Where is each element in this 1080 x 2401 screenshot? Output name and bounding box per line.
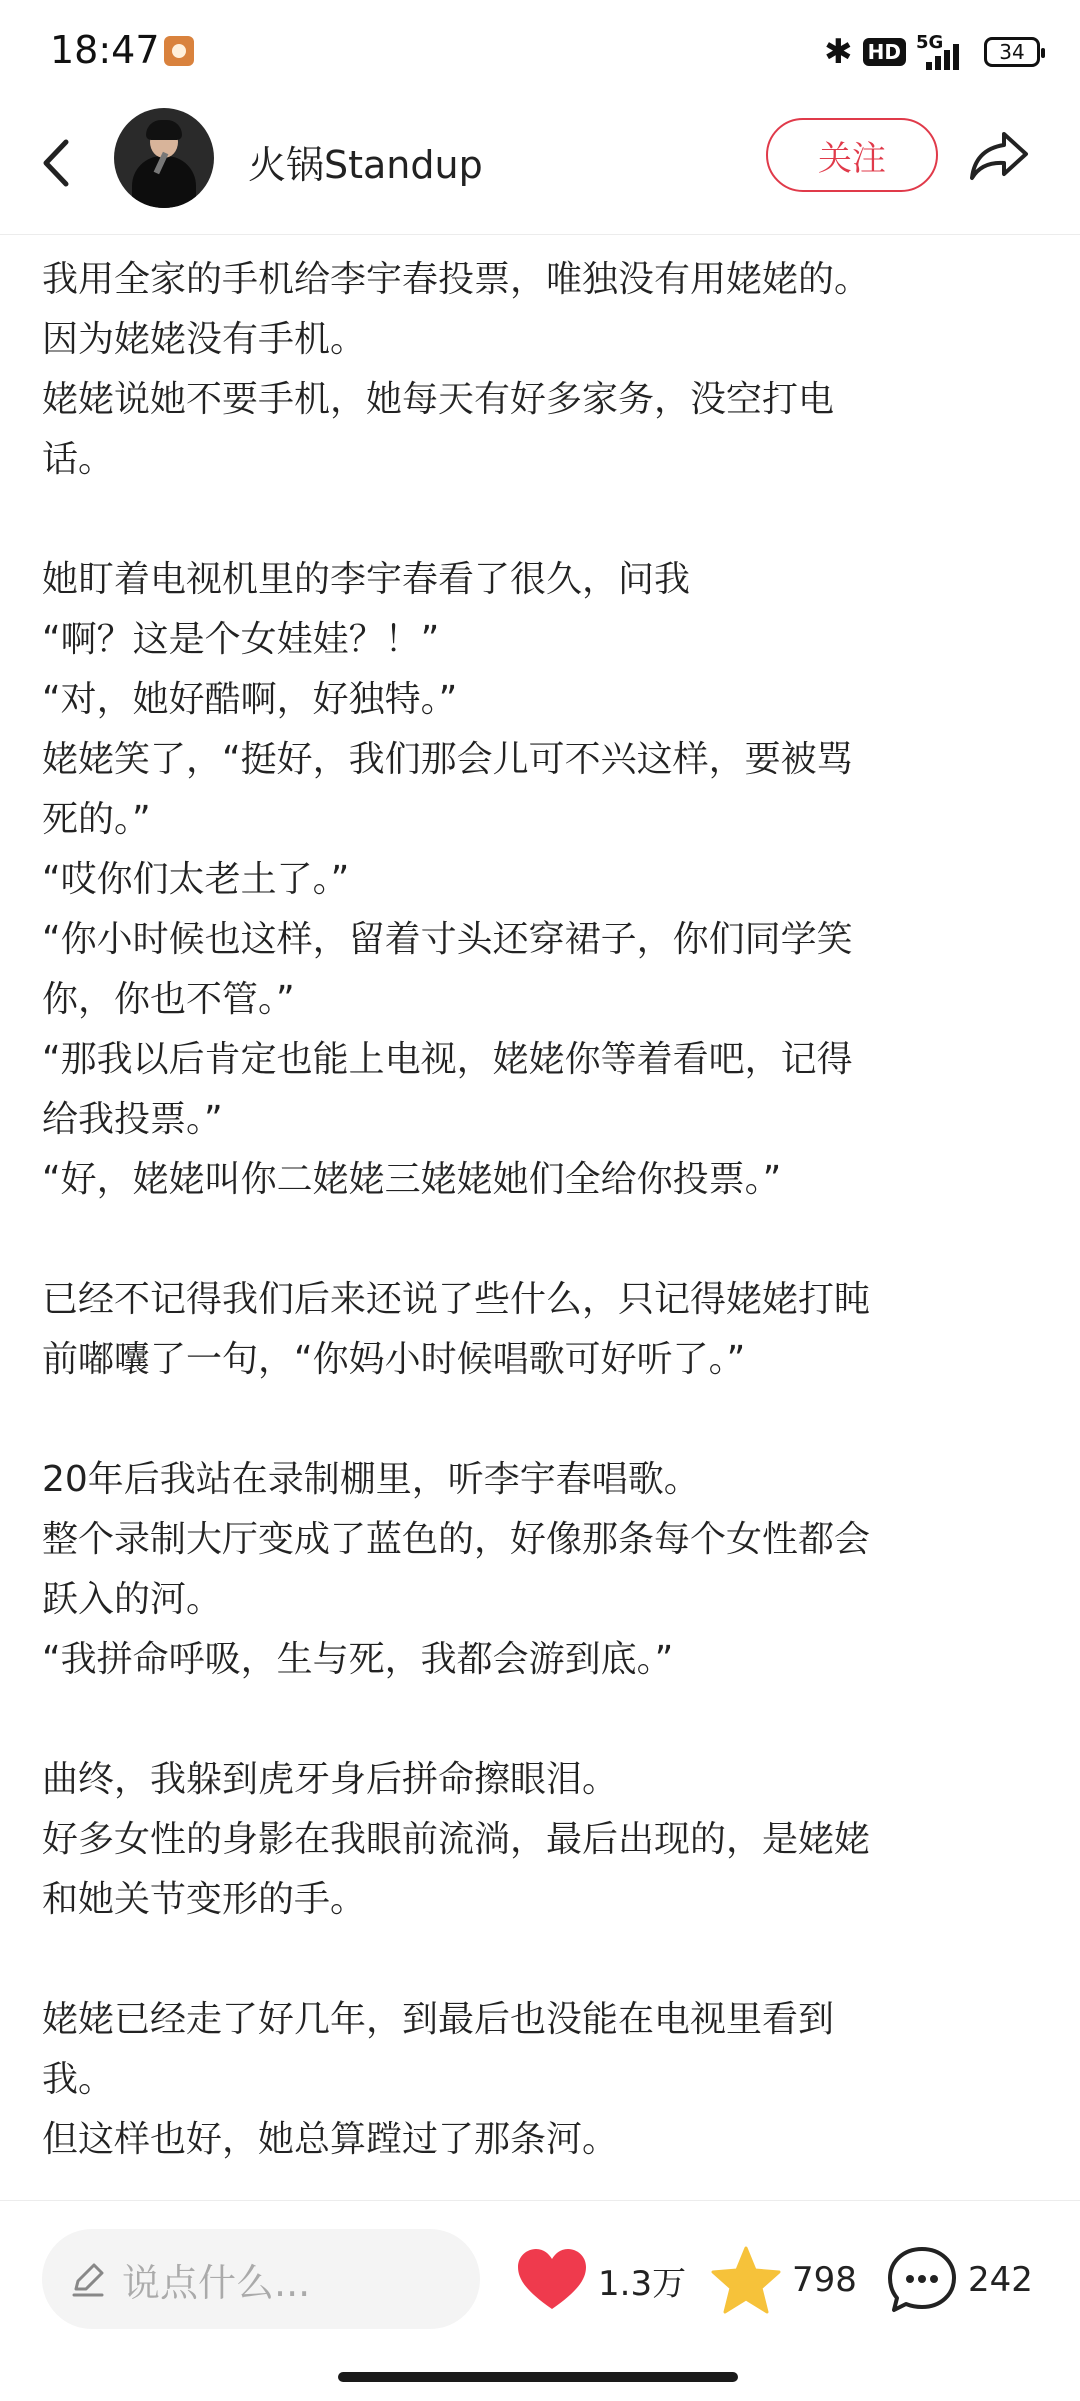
share-icon[interactable] <box>966 122 1032 188</box>
post-header <box>0 100 1080 235</box>
comment-placeholder: 说点什么... <box>122 2260 311 2305</box>
battery-level: 34 <box>999 40 1025 64</box>
paragraph: 姥姥说她不要手机，她每天有好多家务，没空打电 话。 <box>42 379 835 480</box>
paragraph: “那我以后肯定也能上电视，姥姥你等着看吧，记得 给我投票。” <box>42 1039 853 1140</box>
avatar[interactable] <box>114 108 214 208</box>
star-icon <box>710 2245 782 2315</box>
bottom-action-bar <box>0 2200 1080 2401</box>
post-content <box>42 250 1042 2170</box>
paragraph: 已经不记得我们后来还说了些什么，只记得姥姥打盹 前嘟囔了一句，“你妈小时候唱歌可好听了。” <box>42 1279 871 1380</box>
status-time: 18:47 <box>50 28 160 72</box>
bluetooth-icon: ✱ <box>824 32 853 72</box>
paragraph: 姥姥笑了，“挺好，我们那会儿可不兴这样，要被骂 死的。” <box>42 739 853 840</box>
battery-icon <box>984 37 1040 67</box>
paragraph: 好多女性的身影在我眼前流淌，最后出现的，是姥姥 和她关节变形的手。 <box>42 1819 871 1920</box>
paragraph: 我用全家的手机给李宇春投票，唯独没有用姥姥的。 <box>42 259 871 300</box>
status-bar <box>0 0 1080 100</box>
like-count: 1.3万 <box>598 2263 687 2304</box>
comment-button[interactable] <box>886 2245 1033 2315</box>
paragraph-spacer <box>42 490 1042 550</box>
paragraph: “好，姥姥叫你二姥姥三姥姥她们全给你投票。” <box>42 1159 782 1200</box>
paragraph: 20年后我站在录制棚里，听李宇春唱歌。 <box>42 1459 700 1500</box>
paragraph-spacer <box>42 1210 1042 1270</box>
paragraph: “对，她好酷啊，好独特。” <box>42 679 458 720</box>
paragraph: 曲终，我躲到虎牙身后拼命擦眼泪。 <box>42 1759 619 1800</box>
paragraph-spacer <box>42 1390 1042 1450</box>
status-icons <box>824 30 1040 74</box>
paragraph-spacer <box>42 1930 1042 1990</box>
paragraph: 整个录制大厅变成了蓝色的，好像那条每个女性都会 跃入的河。 <box>42 1519 871 1620</box>
collect-count: 798 <box>792 2260 857 2300</box>
like-button[interactable] <box>516 2245 686 2315</box>
paragraph: “哎你们太老土了。” <box>42 859 350 900</box>
follow-button[interactable]: 关注 <box>766 118 938 192</box>
paragraph: 因为姥姥没有手机。 <box>42 319 367 360</box>
signal-icon <box>916 32 974 72</box>
hd-badge: HD <box>863 38 906 66</box>
pen-icon <box>68 2259 108 2299</box>
heart-icon <box>516 2247 588 2313</box>
notification-app-icon <box>164 36 194 66</box>
author-name[interactable]: 火锅Standup <box>248 143 483 187</box>
paragraph-spacer <box>42 1690 1042 1750</box>
paragraph: “啊？这是个女娃娃？！” <box>42 619 440 660</box>
network-type: 5G <box>916 32 944 53</box>
paragraph: 姥姥已经走了好几年，到最后也没能在电视里看到 我。 <box>42 1999 835 2100</box>
paragraph: “你小时候也这样，留着寸头还穿裙子，你们同学笑 你，你也不管。” <box>42 919 853 1020</box>
back-icon[interactable] <box>36 128 76 198</box>
comment-icon <box>886 2244 958 2316</box>
paragraph: 她盯着电视机里的李宇春看了很久，问我 <box>42 559 691 600</box>
paragraph: 但这样也好，她总算蹚过了那条河。 <box>42 2119 619 2160</box>
comment-count: 242 <box>968 2260 1033 2300</box>
comment-input[interactable] <box>42 2229 480 2329</box>
home-indicator[interactable] <box>338 2372 738 2382</box>
collect-button[interactable] <box>710 2245 857 2315</box>
paragraph: “我拼命呼吸，生与死，我都会游到底。” <box>42 1639 674 1680</box>
